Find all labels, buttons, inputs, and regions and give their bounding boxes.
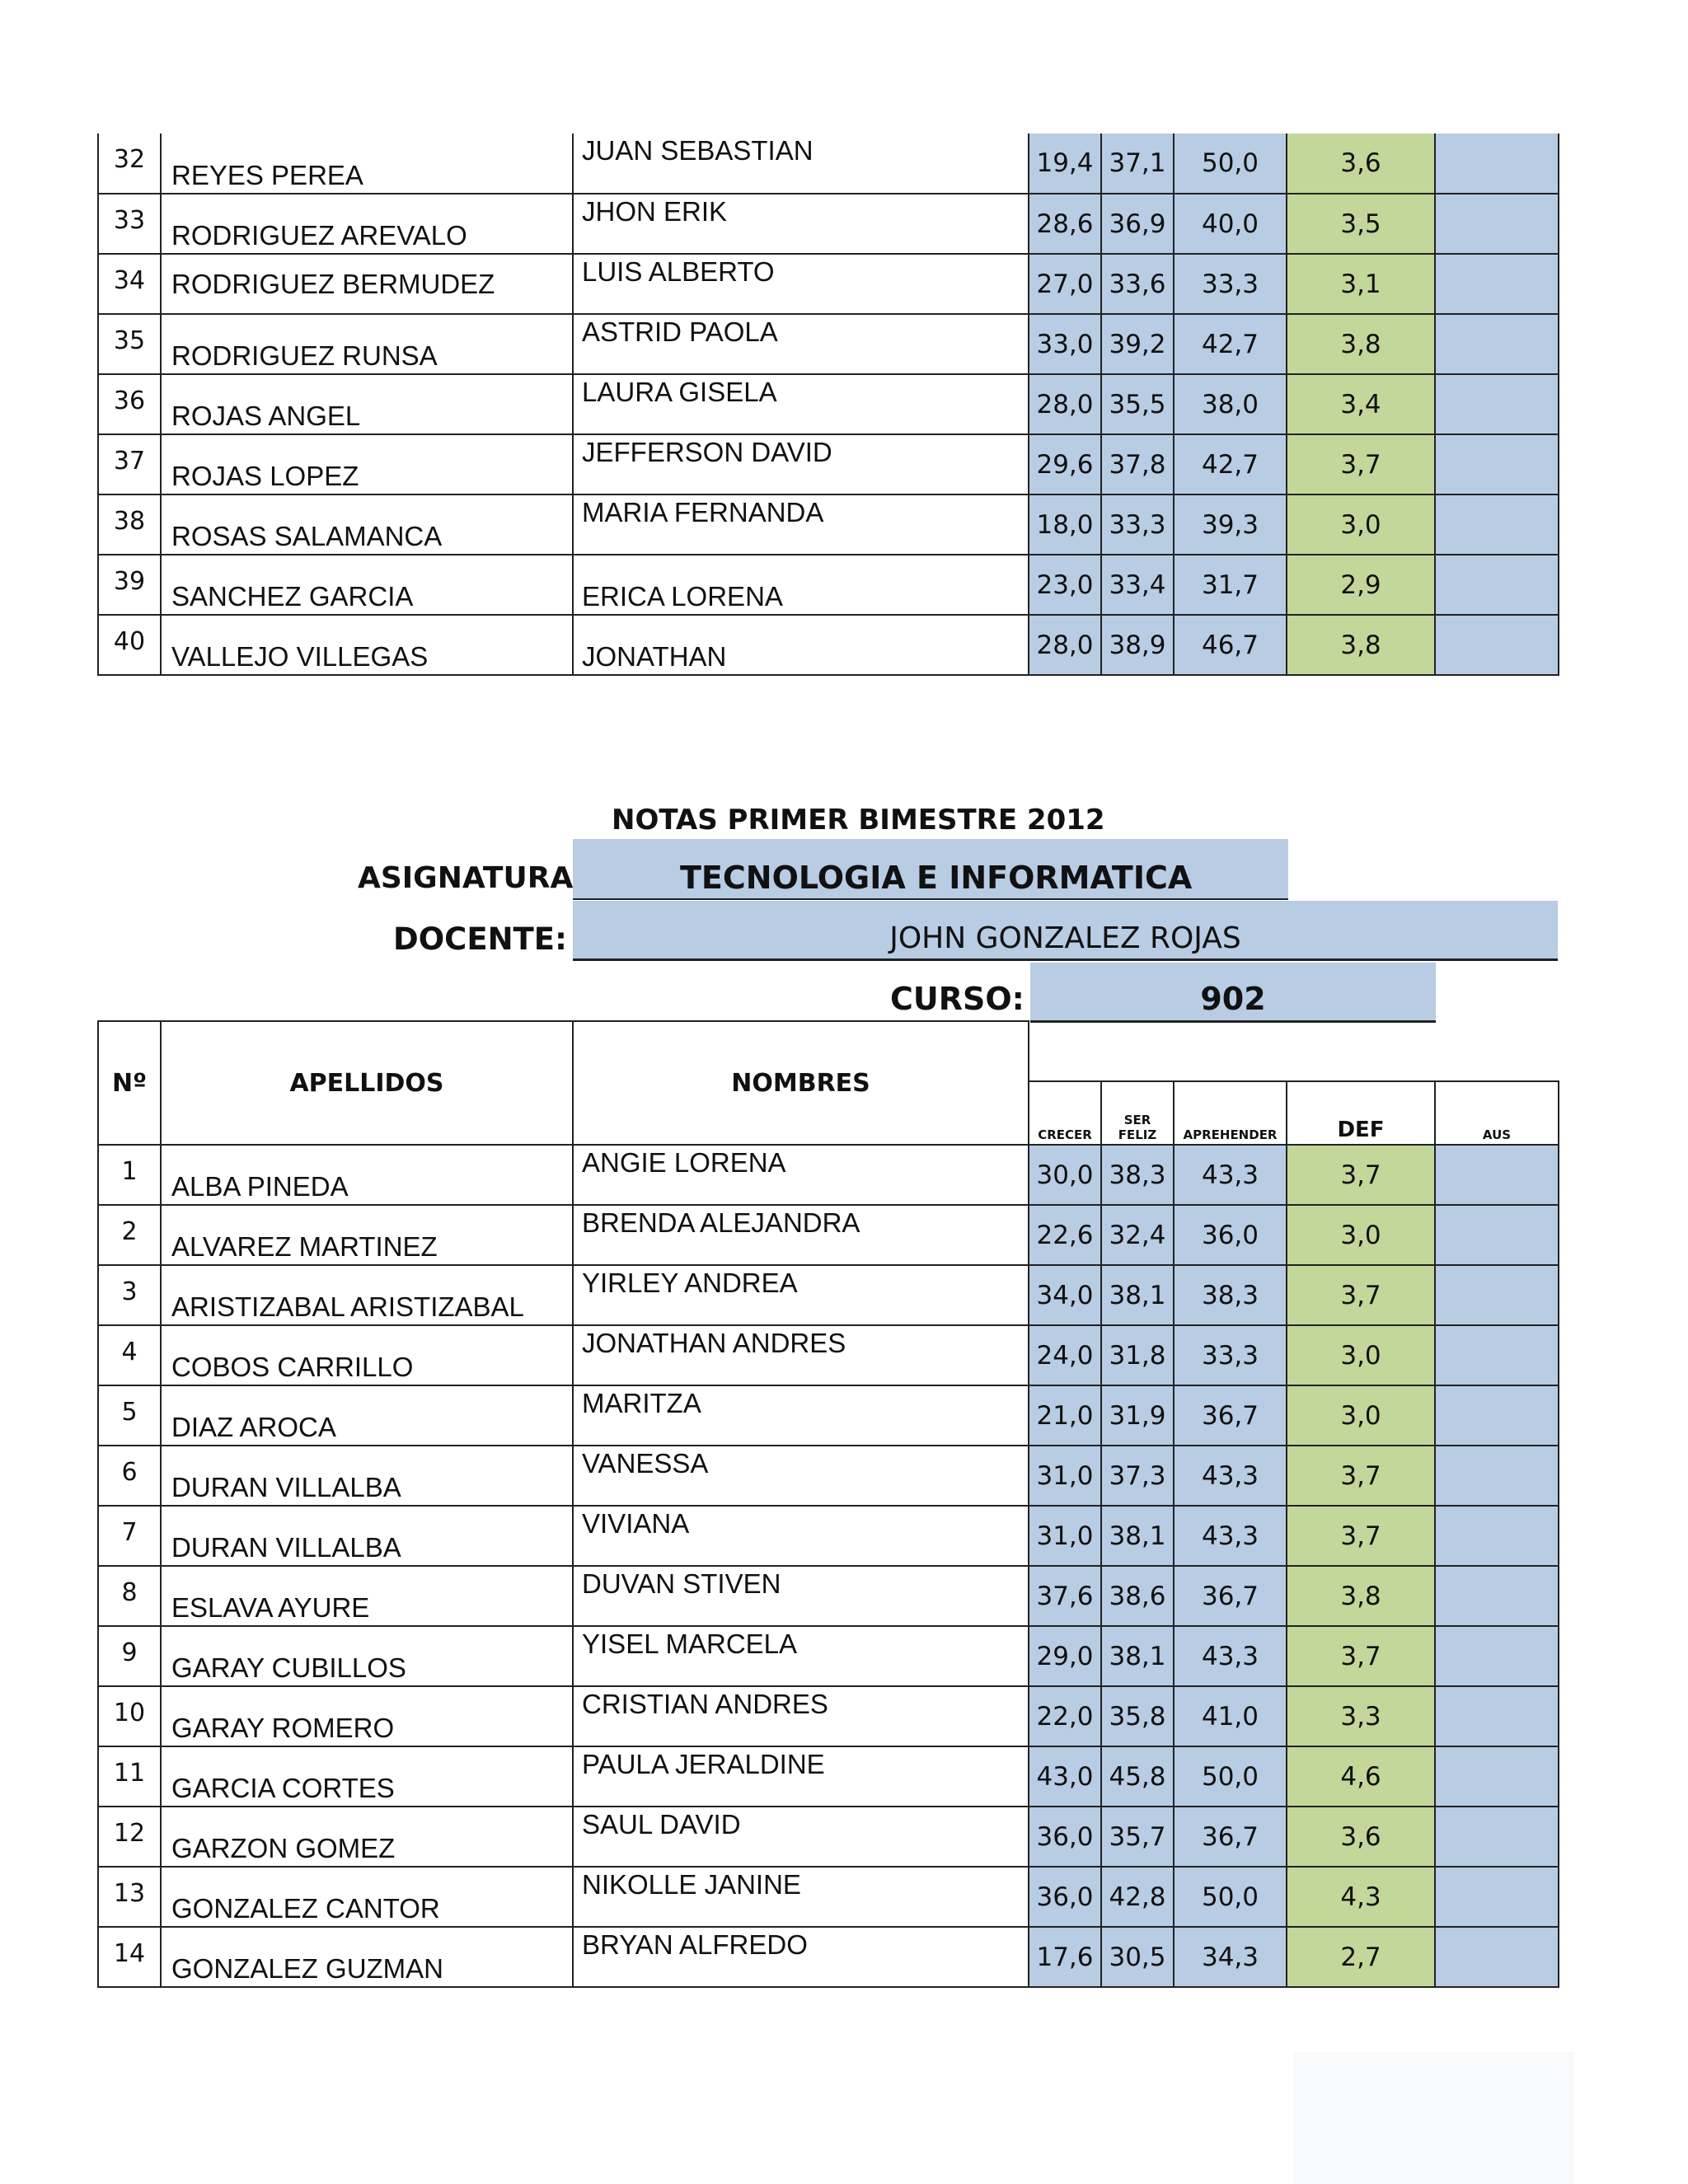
row-nombres: JUAN SEBASTIAN [573, 134, 1029, 194]
row-nombres: BRYAN ALFREDO [573, 1927, 1029, 1987]
table-row [98, 374, 1559, 434]
col-header-spacer [1029, 1021, 1559, 1081]
curso-value: 902 [1200, 981, 1266, 1017]
row-nombres: JONATHAN ANDRES [573, 1325, 1029, 1385]
row-crecer: 28,0 [1029, 374, 1101, 434]
col-header-ser-feliz-line2: FELIZ [1118, 1127, 1157, 1142]
row-nombres: NIKOLLE JANINE [573, 1867, 1029, 1927]
row-nombres: LUIS ALBERTO [573, 254, 1029, 314]
table-row [98, 555, 1559, 615]
row-apellidos: ESLAVA AYURE [161, 1566, 573, 1626]
row-nombres: LAURA GISELA [573, 374, 1029, 434]
row-ser-feliz: 31,8 [1101, 1325, 1174, 1385]
row-aus [1435, 1626, 1559, 1686]
row-aprehender: 41,0 [1174, 1686, 1287, 1746]
table-header-row [98, 1021, 1559, 1081]
row-apellidos: VALLEJO VILLEGAS [161, 615, 573, 675]
row-ser-feliz: 33,4 [1101, 555, 1174, 615]
row-def: 3,7 [1287, 1265, 1435, 1325]
row-ser-feliz: 35,8 [1101, 1686, 1174, 1746]
row-ser-feliz: 36,9 [1101, 194, 1174, 254]
col-header-apellidos: APELLIDOS [161, 1021, 573, 1145]
row-number: 39 [98, 555, 161, 615]
row-aprehender: 38,0 [1174, 374, 1287, 434]
row-aus [1435, 1325, 1559, 1385]
row-crecer: 17,6 [1029, 1927, 1101, 1987]
row-aus [1435, 1686, 1559, 1746]
row-apellidos: ROJAS ANGEL [161, 374, 573, 434]
report-title: NOTAS PRIMER BIMESTRE 2012 [612, 804, 1105, 837]
row-aus [1435, 254, 1559, 314]
row-ser-feliz: 38,6 [1101, 1566, 1174, 1626]
row-apellidos: DURAN VILLALBA [161, 1506, 573, 1566]
docente-label: DOCENTE: [393, 921, 567, 957]
row-nombres: JONATHAN [573, 615, 1029, 675]
row-nombres: BRENDA ALEJANDRA [573, 1205, 1029, 1265]
col-header-ser-feliz-line1: SER [1123, 1113, 1151, 1127]
row-nombres: SAUL DAVID [573, 1807, 1029, 1867]
row-def: 2,7 [1287, 1927, 1435, 1987]
row-def: 3,7 [1287, 1446, 1435, 1506]
row-crecer: 29,6 [1029, 434, 1101, 494]
col-header-aprehender: APREHENDER [1174, 1081, 1287, 1145]
table-row [98, 134, 1559, 194]
row-ser-feliz: 38,1 [1101, 1506, 1174, 1566]
row-ser-feliz: 38,1 [1101, 1265, 1174, 1325]
row-aus [1435, 194, 1559, 254]
row-number: 3 [98, 1265, 161, 1325]
row-apellidos: GONZALEZ GUZMAN [161, 1927, 573, 1987]
col-header-crecer: CRECER [1029, 1081, 1101, 1145]
row-nombres: ASTRID PAOLA [573, 314, 1029, 374]
row-apellidos: ROSAS SALAMANCA [161, 494, 573, 555]
row-crecer: 22,6 [1029, 1205, 1101, 1265]
row-nombres: MARIA FERNANDA [573, 494, 1029, 555]
row-aus [1435, 434, 1559, 494]
row-number: 12 [98, 1807, 161, 1867]
row-apellidos: GARCIA CORTES [161, 1746, 573, 1807]
table-row [98, 1566, 1559, 1626]
asignatura-value: TECNOLOGIA E INFORMATICA [680, 860, 1193, 896]
row-def: 3,7 [1287, 1626, 1435, 1686]
row-nombres: VIVIANA [573, 1506, 1029, 1566]
row-number: 2 [98, 1205, 161, 1265]
row-number: 13 [98, 1867, 161, 1927]
row-aus [1435, 1385, 1559, 1446]
row-number: 8 [98, 1566, 161, 1626]
row-def: 3,5 [1287, 194, 1435, 254]
row-def: 2,9 [1287, 555, 1435, 615]
row-aprehender: 50,0 [1174, 1867, 1287, 1927]
row-number: 10 [98, 1686, 161, 1746]
row-number: 6 [98, 1446, 161, 1506]
row-def: 3,8 [1287, 615, 1435, 675]
row-aus [1435, 1566, 1559, 1626]
row-crecer: 29,0 [1029, 1626, 1101, 1686]
row-apellidos: ARISTIZABAL ARISTIZABAL [161, 1265, 573, 1325]
row-def: 3,7 [1287, 1145, 1435, 1205]
row-crecer: 28,0 [1029, 615, 1101, 675]
row-apellidos: ROJAS LOPEZ [161, 434, 573, 494]
row-crecer: 31,0 [1029, 1446, 1101, 1506]
row-nombres: YIRLEY ANDREA [573, 1265, 1029, 1325]
row-def: 3,6 [1287, 134, 1435, 194]
row-ser-feliz: 38,3 [1101, 1145, 1174, 1205]
table-row [98, 1626, 1559, 1686]
row-aprehender: 36,7 [1174, 1385, 1287, 1446]
row-aprehender: 36,7 [1174, 1566, 1287, 1626]
row-apellidos: COBOS CARRILLO [161, 1325, 573, 1385]
row-number: 33 [98, 194, 161, 254]
table-row [98, 1446, 1559, 1506]
row-crecer: 30,0 [1029, 1145, 1101, 1205]
table-row [98, 1145, 1559, 1205]
row-apellidos: GARAY CUBILLOS [161, 1626, 573, 1686]
row-aus [1435, 1265, 1559, 1325]
row-ser-feliz: 39,2 [1101, 314, 1174, 374]
row-def: 4,3 [1287, 1867, 1435, 1927]
row-crecer: 23,0 [1029, 555, 1101, 615]
row-number: 7 [98, 1506, 161, 1566]
row-aus [1435, 1145, 1559, 1205]
row-number: 34 [98, 254, 161, 314]
table-row [98, 1385, 1559, 1446]
row-ser-feliz: 35,5 [1101, 374, 1174, 434]
row-number: 38 [98, 494, 161, 555]
row-def: 4,6 [1287, 1746, 1435, 1807]
page-margin-shade [1294, 2052, 1574, 2184]
grades-table [97, 1020, 1559, 1988]
row-aus [1435, 314, 1559, 374]
row-nombres: VANESSA [573, 1446, 1029, 1506]
row-def: 3,6 [1287, 1807, 1435, 1867]
row-nombres: ERICA LORENA [573, 555, 1029, 615]
row-crecer: 21,0 [1029, 1385, 1101, 1446]
table-row [98, 434, 1559, 494]
row-apellidos: GONZALEZ CANTOR [161, 1867, 573, 1927]
row-nombres: YISEL MARCELA [573, 1626, 1029, 1686]
row-apellidos: ALVAREZ MARTINEZ [161, 1205, 573, 1265]
row-crecer: 33,0 [1029, 314, 1101, 374]
grades-table-continuation [97, 134, 1559, 676]
row-apellidos: ALBA PINEDA [161, 1145, 573, 1205]
table-row [98, 615, 1559, 675]
row-def: 3,8 [1287, 1566, 1435, 1626]
row-apellidos: GARZON GOMEZ [161, 1807, 573, 1867]
row-aus [1435, 1746, 1559, 1807]
row-aprehender: 43,3 [1174, 1446, 1287, 1506]
row-aus [1435, 1867, 1559, 1927]
row-aprehender: 33,3 [1174, 254, 1287, 314]
row-apellidos: GARAY ROMERO [161, 1686, 573, 1746]
table-row [98, 1746, 1559, 1807]
row-aprehender: 33,3 [1174, 1325, 1287, 1385]
table-row [98, 254, 1559, 314]
row-def: 3,0 [1287, 1205, 1435, 1265]
row-number: 9 [98, 1626, 161, 1686]
docente-value: JOHN GONZALEZ ROJAS [889, 921, 1241, 955]
col-header-aus: AUS [1435, 1081, 1559, 1145]
table-row [98, 1927, 1559, 1987]
row-def: 3,4 [1287, 374, 1435, 434]
row-def: 3,3 [1287, 1686, 1435, 1746]
row-number: 5 [98, 1385, 161, 1446]
row-crecer: 24,0 [1029, 1325, 1101, 1385]
row-aprehender: 31,7 [1174, 555, 1287, 615]
row-def: 3,0 [1287, 494, 1435, 555]
table-row [98, 1867, 1559, 1927]
row-apellidos: RODRIGUEZ RUNSA [161, 314, 573, 374]
row-number: 32 [98, 134, 161, 194]
row-nombres: JEFFERSON DAVID [573, 434, 1029, 494]
row-aus [1435, 1807, 1559, 1867]
row-crecer: 36,0 [1029, 1867, 1101, 1927]
asignatura-label: ASIGNATURA [358, 861, 574, 895]
row-ser-feliz: 37,1 [1101, 134, 1174, 194]
row-crecer: 19,4 [1029, 134, 1101, 194]
row-number: 35 [98, 314, 161, 374]
row-crecer: 18,0 [1029, 494, 1101, 555]
row-aprehender: 50,0 [1174, 134, 1287, 194]
row-number: 1 [98, 1145, 161, 1205]
row-def: 3,7 [1287, 434, 1435, 494]
row-ser-feliz: 35,7 [1101, 1807, 1174, 1867]
row-ser-feliz: 30,5 [1101, 1927, 1174, 1987]
row-ser-feliz: 38,9 [1101, 615, 1174, 675]
row-number: 37 [98, 434, 161, 494]
table-row [98, 494, 1559, 555]
row-aprehender: 43,3 [1174, 1626, 1287, 1686]
curso-label: CURSO: [890, 981, 1025, 1017]
row-def: 3,0 [1287, 1385, 1435, 1446]
row-aprehender: 39,3 [1174, 494, 1287, 555]
row-aprehender: 40,0 [1174, 194, 1287, 254]
row-aprehender: 46,7 [1174, 615, 1287, 675]
row-aus [1435, 615, 1559, 675]
row-nombres: DUVAN STIVEN [573, 1566, 1029, 1626]
row-number: 14 [98, 1927, 161, 1987]
row-aprehender: 50,0 [1174, 1746, 1287, 1807]
row-aus [1435, 494, 1559, 555]
col-header-nombres: NOMBRES [573, 1021, 1029, 1145]
row-apellidos: REYES PEREA [161, 134, 573, 194]
row-nombres: PAULA JERALDINE [573, 1746, 1029, 1807]
row-crecer: 36,0 [1029, 1807, 1101, 1867]
row-aus [1435, 1506, 1559, 1566]
row-crecer: 31,0 [1029, 1506, 1101, 1566]
row-crecer: 27,0 [1029, 254, 1101, 314]
row-ser-feliz: 37,8 [1101, 434, 1174, 494]
col-header-def: DEF [1287, 1081, 1435, 1145]
row-number: 40 [98, 615, 161, 675]
row-ser-feliz: 32,4 [1101, 1205, 1174, 1265]
row-number: 11 [98, 1746, 161, 1807]
row-apellidos: RODRIGUEZ BERMUDEZ [161, 254, 573, 314]
table-row [98, 1686, 1559, 1746]
row-ser-feliz: 45,8 [1101, 1746, 1174, 1807]
row-aus [1435, 374, 1559, 434]
row-aprehender: 36,0 [1174, 1205, 1287, 1265]
col-header-ser-feliz [1101, 1081, 1174, 1145]
row-aus [1435, 134, 1559, 194]
row-nombres: CRISTIAN ANDRES [573, 1686, 1029, 1746]
row-def: 3,7 [1287, 1506, 1435, 1566]
row-ser-feliz: 38,1 [1101, 1626, 1174, 1686]
row-ser-feliz: 33,6 [1101, 254, 1174, 314]
row-nombres: JHON ERIK [573, 194, 1029, 254]
row-aprehender: 43,3 [1174, 1145, 1287, 1205]
row-nombres: ANGIE LORENA [573, 1145, 1029, 1205]
row-aus [1435, 555, 1559, 615]
table-row [98, 1807, 1559, 1867]
table-row [98, 1205, 1559, 1265]
row-aprehender: 34,3 [1174, 1927, 1287, 1987]
row-def: 3,0 [1287, 1325, 1435, 1385]
row-ser-feliz: 31,9 [1101, 1385, 1174, 1446]
row-apellidos: RODRIGUEZ AREVALO [161, 194, 573, 254]
row-aprehender: 42,7 [1174, 314, 1287, 374]
row-aprehender: 38,3 [1174, 1265, 1287, 1325]
row-ser-feliz: 33,3 [1101, 494, 1174, 555]
row-def: 3,1 [1287, 254, 1435, 314]
row-number: 36 [98, 374, 161, 434]
row-number: 4 [98, 1325, 161, 1385]
table-row [98, 1506, 1559, 1566]
row-apellidos: DIAZ AROCA [161, 1385, 573, 1446]
row-crecer: 37,6 [1029, 1566, 1101, 1626]
row-crecer: 34,0 [1029, 1265, 1101, 1325]
row-crecer: 22,0 [1029, 1686, 1101, 1746]
row-apellidos: SANCHEZ GARCIA [161, 555, 573, 615]
row-ser-feliz: 37,3 [1101, 1446, 1174, 1506]
row-ser-feliz: 42,8 [1101, 1867, 1174, 1927]
row-aprehender: 43,3 [1174, 1506, 1287, 1566]
table-row [98, 194, 1559, 254]
table-row [98, 1265, 1559, 1325]
row-nombres: MARITZA [573, 1385, 1029, 1446]
row-aus [1435, 1446, 1559, 1506]
col-header-num: Nº [98, 1021, 161, 1145]
row-crecer: 43,0 [1029, 1746, 1101, 1807]
row-crecer: 28,6 [1029, 194, 1101, 254]
row-aprehender: 42,7 [1174, 434, 1287, 494]
row-aus [1435, 1205, 1559, 1265]
table-row [98, 1325, 1559, 1385]
row-aus [1435, 1927, 1559, 1987]
row-aprehender: 36,7 [1174, 1807, 1287, 1867]
row-def: 3,8 [1287, 314, 1435, 374]
row-apellidos: DURAN VILLALBA [161, 1446, 573, 1506]
table-row [98, 314, 1559, 374]
